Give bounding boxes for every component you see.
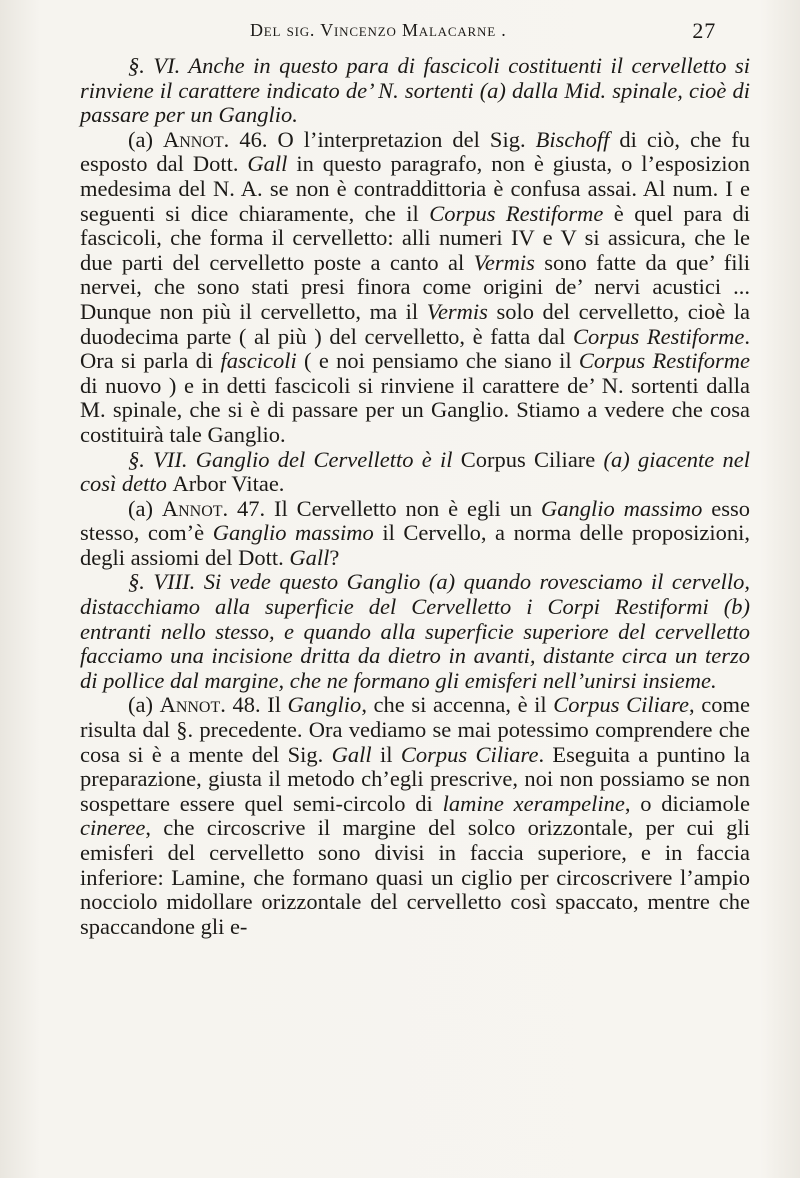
text-run: §. VI. Anche in questo para di fascicoli costituenti il cervelletto si rinviene il carattere indicato de’ N. sortenti (a) dalla Mid. spinale, cioè di passare per un Ganglio. [80,53,750,128]
text-run: Corpus Restiforme [429,200,604,226]
text-run: Gall [247,151,288,177]
text-run: Vermis [473,249,535,275]
running-title: Del sig. Vincenzo Malacarne . [250,20,507,40]
text-run: di nuovo ) e in detti fascicoli si rinviene il carattere de’ N. sortenti dalla M. spinale, che si è di passare per un Ganglio. Stiamo a vedere che cosa costituirà tale Ganglio. [80,372,750,447]
text-run: §. VIII. Si vede questo Ganglio (a) quando rovesciamo il cervello, distacchiamo alla superficie del Cervelletto i Corpi Restiformi (b) entranti nello stesso, e quando alla superficie superiore del cervelletto facciamo una incisione dritta da dietro in avanti, distante circa un terzo di pollice dal margine, che ne formano gli emisferi nell’unirsi insieme. [80,569,750,693]
text-run: 46. O l’interpretazion del Sig. [229,126,536,152]
text-run: , che circoscrive il margine del solco orizzontale, per cui gli emisferi del cervelletto sono divisi in faccia superiore, e in faccia inferiore: Lamine, che formano quasi un ciglio per circoscrivere l’ampio nocciolo midollare orizzontale del cervelletto così spaccato, mentre che spaccandone gli e- [80,815,750,939]
text-run: ? [329,544,340,570]
text-run: §. VII. Ganglio del Cervelletto è il [128,446,461,472]
text-run: 47. Il Cervelletto non è egli un [228,495,541,521]
text-run: . Eseguita a puntino la preparazione, giusta il metodo ch’egli prescrive, noi non possiamo se non sospettare essere quel semi-circolo di [80,741,750,816]
text-run: Annot. [163,126,230,152]
text-run: lamine xerampeline [442,790,625,816]
text-run: sono fatte da que’ fili nervei, che sono stati presi finora come origini de’ nervi acustici ... Dunque non più il cervelletto, ma il [80,249,750,324]
text-run: . Ora si parla di [80,323,750,374]
text-run: Ganglio massimo [540,495,703,521]
text-run: Vermis [426,298,488,324]
text-run: il Cervello, a norma delle proposizioni, degli assiomi del Dott. [80,520,750,570]
text-run: fascicoli [220,348,297,374]
text-run: (a) giacente nel così detto [80,446,751,497]
text-run: , come risulta dal §. precedente. Ora vediamo se mai potessimo comprendere che cosa si è a mente del Sig. [80,692,750,767]
text-run: Corpus Ciliare [460,446,596,472]
text-run: Gall [331,741,372,767]
text-run: Arbor Vitae. [172,471,285,497]
text-run: il [371,741,401,767]
text-run: ( e noi pensiamo che siano il [296,348,579,374]
paragraph-annotation-48 [80,693,750,939]
text-run: di ciò, che fu esposto dal Dott. [80,126,750,177]
paragraph-section-viii [80,570,750,693]
text-run: esso stesso, com’è [80,495,750,546]
text-run: Corpus Restiforme [573,323,745,349]
body-text [80,54,750,939]
text-run: Corpus Ciliare [553,692,690,718]
paragraph-annotation-47 [80,497,750,571]
text-run: Ganglio [287,692,362,718]
text-run: in questo paragrafo, non è giusta, o l’esposizion medesima del N. A. se non è contraddittoria è confusa assai. Al num. I e seguenti si dice chiaramente, che il [80,151,750,226]
text-run: cineree [80,815,146,841]
text-run: (a) [128,126,163,152]
text-run: (a) [128,692,160,718]
text-run: Annot. [161,495,229,521]
page-number: 27 [692,18,716,43]
text-run: , che si accenna, è il [361,692,554,718]
text-run: (a) [128,495,162,521]
text-run: Bischoff [535,126,610,152]
text-run: Annot. [159,692,226,718]
text-run: è quel para di fascicoli, che forma il cervelletto: alli numeri IV e V si assicura, che le due parti del cervelletto poste a canto al [80,200,750,275]
running-header [80,18,716,48]
text-run: Ganglio massimo [212,520,374,546]
text-run: Gall [289,544,330,570]
text-run: Corpus Ciliare [400,741,539,767]
text-run: 48. Il [225,692,288,718]
paragraph-section-vi [80,54,750,128]
paragraph-section-vii [80,448,750,497]
text-run: Corpus Restiforme [578,348,750,374]
text-run: , o diciamole [624,790,750,816]
paragraph-annotation-46 [80,128,750,448]
text-run: solo del cervelletto, cioè la duodecima parte ( al più ) del cervelletto, è fatta dal [80,298,750,349]
